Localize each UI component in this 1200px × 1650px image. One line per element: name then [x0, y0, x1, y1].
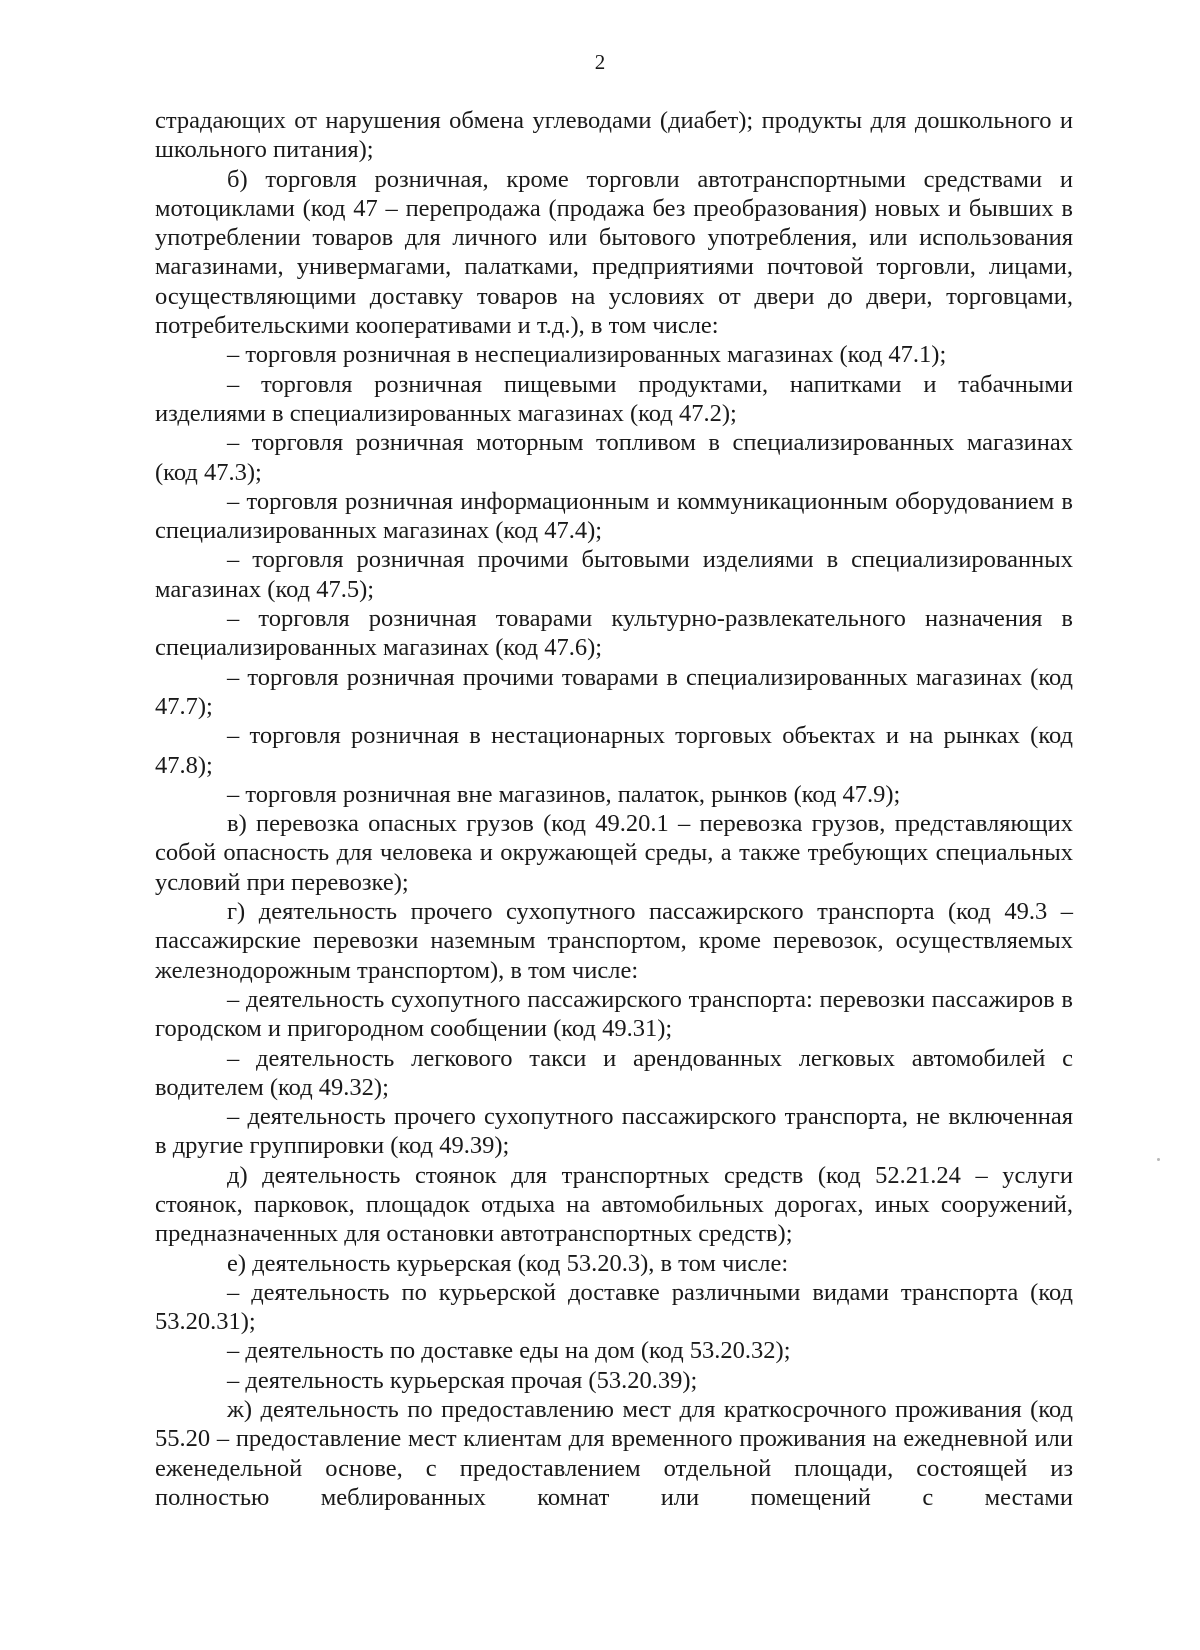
paragraph-p-49-39: – деятельность прочего сухопутного пассажирского транспорта, не включенная в другие группировки (код 49.39); [155, 1103, 1073, 1160]
paragraph-p-v: в) перевозка опасных грузов (код 49.20.1 – перевозка грузов, представляющих собой опасность для человека и окружающей среды, а также требующих специальных условий при перевозке); [155, 810, 1073, 896]
paragraph-p-47-2: – торговля розничная пищевыми продуктами, напитками и табачными изделиями в специализированных магазинах (код 47.2); [155, 370, 1073, 427]
paragraph-p-zh: ж) деятельность по предоставлению мест для краткосрочного проживания (код 55.20 – предоставление мест клиентам для временного проживания на ежедневной или еженедельной основе, с предоставлением отдельной площади, состоящей из полностью меблированных комнат или помещений с местами [155, 1396, 1073, 1511]
paragraph-p-e: е) деятельность курьерская (код 53.20.3), в том числе: [227, 1249, 789, 1277]
document-body [155, 106, 1073, 1512]
page-number: 2 [594, 50, 606, 74]
paragraph-p-53-32: – деятельность по доставке еды на дом (код 53.20.32); [227, 1337, 791, 1365]
paragraph-p-47-6: – торговля розничная товарами культурно-развлекательного назначения в специализированных магазинах (код 47.6); [155, 605, 1073, 662]
paragraph-p-47-4: – торговля розничная информационным и коммуникационным оборудованием в специализированных магазинах (код 47.4); [155, 487, 1073, 545]
paragraph-p-47-9: – торговля розничная вне магазинов, палаток, рынков (код 47.9); [227, 780, 901, 808]
paragraph-p-49-32: – деятельность легкового такси и арендованных легковых автомобилей с водителем (код 49.32); [155, 1044, 1073, 1101]
paragraph-p-49-31: – деятельность сухопутного пассажирского транспорта: перевозки пассажиров в городском и пригородном сообщении (код 49.31); [155, 985, 1073, 1043]
paragraph-p-53-39: – деятельность курьерская прочая (53.20.39); [227, 1366, 698, 1394]
paragraph-p-continued: страдающих от нарушения обмена углеводами (диабет); продукты для дошкольного и школьного питания); [155, 107, 1073, 164]
paragraph-p-53-31: – деятельность по курьерской доставке различными видами транспорта (код 53.20.31); [155, 1278, 1073, 1336]
paragraph-p-47-7: – торговля розничная прочими товарами в специализированных магазинах (код 47.7); [155, 663, 1073, 720]
paragraph-p-47-1: – торговля розничная в неспециализированных магазинах (код 47.1); [227, 341, 947, 369]
scan-speck [1157, 1158, 1160, 1161]
paragraph-p-d: д) деятельность стоянок для транспортных средств (код 52.21.24 – услуги стоянок, парковок, площадок отдыха на автомобильных дорогах, иных сооружений, предназначенных для остановки автотранспортных средств); [155, 1161, 1073, 1248]
paragraph-p-b: б) торговля розничная, кроме торговли автотранспортными средствами и мотоциклами (код 47 – перепродажа (продажа без преобразования) новых и бывших в употреблении товаров для личного или бытового употребления, или использования магазинами, универмагами, палатками, предприятиями почтовой торговли, лицами, осуществляющими доставку товаров на условиях от двери до двери, торговцами, потребительскими кооперативами и т.д.), в том числе: [155, 165, 1073, 340]
paragraph-p-g: г) деятельность прочего сухопутного пассажирского транспорта (код 49.3 – пассажирские перевозки наземным транспортом, кроме перевозок, осуществляемых железнодорожным транспортом), в том числе: [155, 898, 1073, 984]
paragraph-p-47-8: – торговля розничная в нестационарных торговых объектах и на рынках (код 47.8); [155, 722, 1073, 779]
paragraph-p-47-5: – торговля розничная прочими бытовыми изделиями в специализированных магазинах (код 47.5); [155, 546, 1073, 603]
paragraph-p-47-3: – торговля розничная моторным топливом в специализированных магазинах (код 47.3); [155, 429, 1073, 486]
